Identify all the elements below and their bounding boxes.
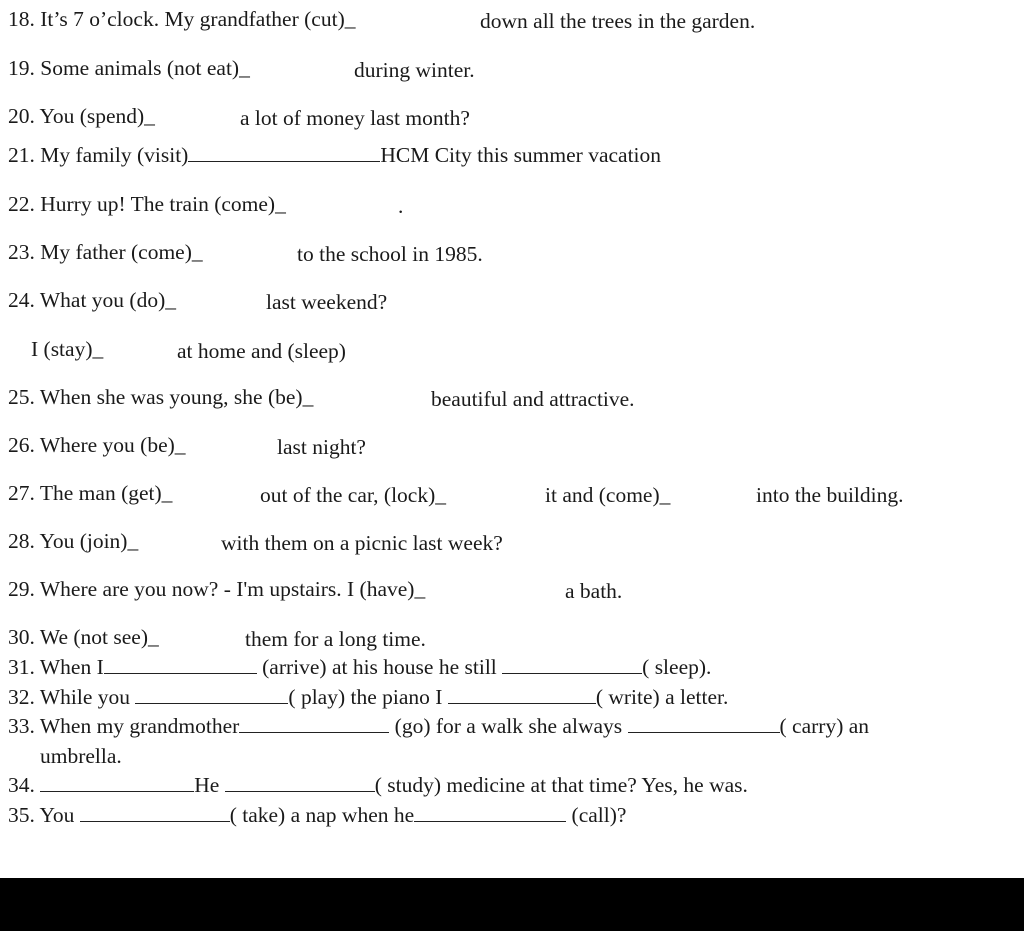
question-33	[8, 716, 869, 738]
answer-blank[interactable]	[239, 716, 389, 733]
question-35	[8, 805, 626, 827]
question-text: We (not see)_	[39, 625, 159, 649]
question-text: a lot of money last month?	[240, 106, 470, 130]
question-text: You	[39, 803, 75, 827]
question-text: HCM City this summer vacation	[380, 143, 662, 167]
question-32	[8, 687, 728, 709]
question-text: ( carry) an	[779, 714, 870, 738]
question-text: at home and (sleep)	[177, 339, 346, 363]
question-24	[8, 290, 176, 312]
question-text: ( sleep).	[642, 655, 712, 679]
question-text: to the school in 1985.	[297, 242, 483, 266]
answer-blank[interactable]	[414, 805, 566, 822]
question-number: 19.	[8, 56, 35, 80]
question-text: While you	[39, 685, 131, 709]
question-29	[8, 579, 425, 601]
question-text: into the building.	[756, 483, 904, 507]
answer-blank[interactable]	[225, 775, 375, 792]
question-number: 31.	[8, 655, 35, 679]
question-20	[8, 106, 155, 128]
question-text: When she was young, she (be)_	[39, 385, 314, 409]
question-text: ( take) a nap when he	[229, 803, 415, 827]
question-number: 35.	[8, 803, 35, 827]
question-text: ( write) a letter.	[595, 685, 729, 709]
question-text: When I	[39, 655, 104, 679]
answer-blank[interactable]	[80, 805, 230, 822]
question-text: When my grandmother	[39, 714, 240, 738]
question-23	[8, 242, 203, 264]
question-22	[8, 194, 286, 216]
question-30	[8, 627, 159, 649]
question-text: ( study) medicine at that time? Yes, he was.	[374, 773, 748, 797]
question-text: (arrive) at his house he still	[262, 655, 497, 679]
question-text: (call)?	[571, 803, 627, 827]
answer-blank[interactable]	[135, 687, 288, 704]
question-33-continued	[40, 746, 122, 768]
question-text: My father (come)_	[40, 240, 203, 264]
question-text: out of the car, (lock)_	[260, 483, 446, 507]
question-text: He	[194, 773, 220, 797]
question-text: last night?	[277, 435, 366, 459]
question-text: I (stay)_	[31, 337, 104, 361]
question-text: Hurry up! The train (come)_	[40, 192, 286, 216]
question-text: (go) for a walk she always	[394, 714, 623, 738]
question-number: 32.	[8, 685, 35, 709]
question-number: 30.	[8, 625, 35, 649]
question-text: The man (get)_	[39, 481, 173, 505]
question-number: 18.	[8, 7, 35, 31]
question-text: ( play) the piano I	[288, 685, 443, 709]
question-31	[8, 657, 711, 679]
question-number: 27.	[8, 481, 35, 505]
question-text: You (spend)_	[39, 104, 155, 128]
question-text: last weekend?	[266, 290, 388, 314]
question-number: 34.	[8, 773, 35, 797]
answer-blank[interactable]	[104, 657, 257, 674]
question-19	[8, 58, 250, 80]
question-text: It’s 7 o’clock. My grandfather (cut)_	[40, 7, 356, 31]
question-text: Some animals (not eat)_	[40, 56, 250, 80]
question-25	[8, 387, 313, 409]
question-number: 29.	[8, 577, 35, 601]
question-text: Where are you now? - I'm upstairs. I (have)_	[39, 577, 426, 601]
question-text: My family (visit)	[40, 143, 189, 167]
question-18	[8, 9, 355, 31]
bottom-black-band	[0, 878, 1024, 931]
question-26	[8, 435, 186, 457]
question-number: 33.	[8, 714, 35, 738]
answer-blank[interactable]	[40, 775, 194, 792]
question-text: them for a long time.	[245, 627, 426, 651]
question-34	[8, 775, 748, 797]
question-number: 24.	[8, 288, 35, 312]
question-text: .	[398, 194, 404, 218]
question-text: during winter.	[354, 58, 475, 82]
question-number: 22.	[8, 192, 35, 216]
question-21	[8, 145, 661, 167]
question-number: 23.	[8, 240, 35, 264]
question-number: 20.	[8, 104, 35, 128]
question-text: What you (do)_	[39, 288, 177, 312]
question-number: 25.	[8, 385, 35, 409]
question-24-continued	[31, 339, 103, 361]
question-27	[8, 483, 172, 505]
question-text: it and (come)_	[545, 483, 671, 507]
question-text: with them on a picnic last week?	[221, 531, 503, 555]
question-number: 28.	[8, 529, 35, 553]
question-text: umbrella.	[40, 744, 122, 768]
question-number: 21.	[8, 143, 35, 167]
question-text: Where you (be)_	[39, 433, 186, 457]
answer-blank[interactable]	[188, 145, 380, 162]
question-text: a bath.	[565, 579, 623, 603]
question-text: down all the trees in the garden.	[480, 9, 756, 33]
answer-blank[interactable]	[502, 657, 642, 674]
answer-blank[interactable]	[628, 716, 780, 733]
answer-blank[interactable]	[448, 687, 596, 704]
question-text: You (join)_	[39, 529, 139, 553]
question-number: 26.	[8, 433, 35, 457]
question-28	[8, 531, 138, 553]
question-text: beautiful and attractive.	[431, 387, 635, 411]
